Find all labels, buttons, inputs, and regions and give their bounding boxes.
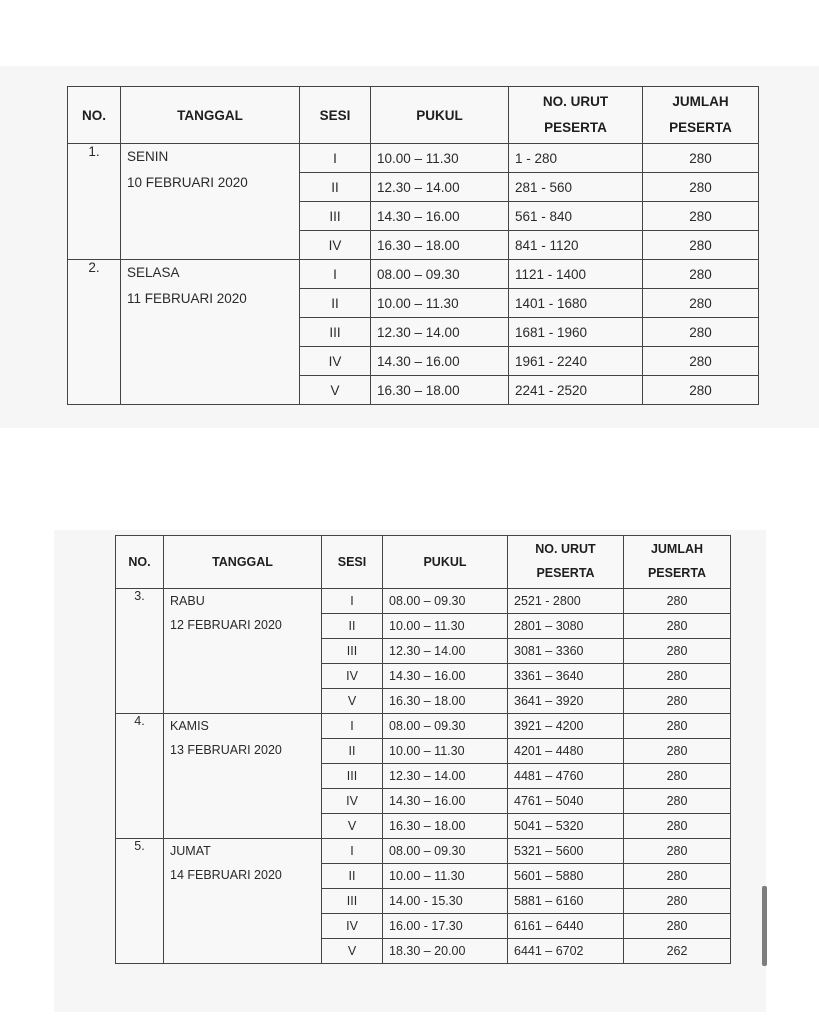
table-row [116,714,731,739]
header-jumlah-line2: PESERTA [647,566,707,580]
participant-count: 262 [624,939,731,964]
participant-range: 6161 – 6440 [508,914,624,939]
day-date: 13 FEBRUARI 2020 [170,743,282,758]
day-cell [164,839,322,964]
session-time: 14.30 – 16.00 [371,347,509,376]
schedule-table-2 [115,535,731,964]
header-no-urut-line1: NO. URUT [542,94,609,110]
participant-count: 280 [643,260,759,289]
session-number: II [322,739,383,764]
session-time: 16.00 - 17.30 [383,914,508,939]
header-no-urut [509,87,643,144]
session-time: 12.30 – 14.00 [371,318,509,347]
session-time: 08.00 – 09.30 [383,839,508,864]
participant-range: 5041 – 5320 [508,814,624,839]
participant-range: 561 - 840 [509,202,643,231]
table-header-row [68,87,759,144]
session-number: II [300,173,371,202]
table-header-row [116,536,731,589]
participant-count: 280 [624,714,731,739]
header-tanggal: TANGGAL [164,536,322,589]
header-no: NO. [116,536,164,589]
session-time: 12.30 – 14.00 [371,173,509,202]
session-time: 16.30 – 18.00 [383,814,508,839]
day-name: JUMAT [170,844,211,858]
participant-range: 5881 – 6160 [508,889,624,914]
participant-range: 2521 - 2800 [508,589,624,614]
header-no-urut-line2: PESERTA [544,120,607,135]
session-time: 10.00 – 11.30 [383,614,508,639]
participant-count: 280 [643,202,759,231]
session-number: III [322,764,383,789]
day-date: 12 FEBRUARI 2020 [170,618,282,633]
participant-range: 281 - 560 [509,173,643,202]
day-name: SENIN [127,149,169,164]
session-number: V [322,689,383,714]
session-time: 08.00 – 09.30 [383,589,508,614]
session-number: I [300,144,371,173]
session-time: 18.30 – 20.00 [383,939,508,964]
participant-count: 280 [643,318,759,347]
participant-range: 3921 – 4200 [508,714,624,739]
session-number: II [322,864,383,889]
session-number: IV [322,914,383,939]
participant-count: 280 [624,739,731,764]
participant-count: 280 [624,889,731,914]
session-number: III [322,639,383,664]
scrollbar-thumb[interactable] [762,886,767,966]
schedule-table-1 [67,86,759,405]
participant-range: 5321 – 5600 [508,839,624,864]
session-number: I [300,260,371,289]
participant-count: 280 [643,231,759,260]
participant-range: 4761 – 5040 [508,789,624,814]
participant-count: 280 [643,173,759,202]
session-time: 12.30 – 14.00 [383,764,508,789]
day-number: 5. [116,839,164,964]
session-time: 14.30 – 16.00 [383,664,508,689]
header-jumlah-line1: JUMLAH [650,542,704,557]
header-jumlah [624,536,731,589]
header-pukul: PUKUL [371,87,509,144]
day-cell [121,260,300,405]
participant-count: 280 [643,347,759,376]
header-pukul: PUKUL [383,536,508,589]
participant-range: 3641 – 3920 [508,689,624,714]
participant-count: 280 [624,814,731,839]
session-number: I [322,714,383,739]
table-row [116,589,731,614]
session-number: II [322,614,383,639]
participant-range: 1961 - 2240 [509,347,643,376]
session-time: 14.30 – 16.00 [371,202,509,231]
table-row [116,839,731,864]
session-time: 14.30 – 16.00 [383,789,508,814]
header-no: NO. [68,87,121,144]
participant-count: 280 [643,144,759,173]
day-name: RABU [170,594,205,608]
participant-range: 3361 – 3640 [508,664,624,689]
session-time: 14.00 - 15.30 [383,889,508,914]
participant-range: 1 - 280 [509,144,643,173]
participant-range: 6441 – 6702 [508,939,624,964]
table-row [68,144,759,173]
session-number: III [300,202,371,231]
session-time: 16.30 – 18.00 [383,689,508,714]
table-row [68,260,759,289]
day-number: 2. [68,260,121,405]
session-number: II [300,289,371,318]
day-number: 4. [116,714,164,839]
session-number: V [322,814,383,839]
session-time: 08.00 – 09.30 [371,260,509,289]
participant-range: 841 - 1120 [509,231,643,260]
participant-count: 280 [624,689,731,714]
header-no-urut-line2: PESERTA [536,566,595,580]
session-number: IV [322,664,383,689]
participant-range: 2241 - 2520 [509,376,643,405]
session-number: IV [300,347,371,376]
session-time: 12.30 – 14.00 [383,639,508,664]
header-jumlah-line1: JUMLAH [672,94,729,110]
day-name: SELASA [127,265,180,280]
session-number: V [322,939,383,964]
participant-count: 280 [624,614,731,639]
session-number: IV [300,231,371,260]
header-sesi: SESI [300,87,371,144]
participant-range: 2801 – 3080 [508,614,624,639]
header-tanggal: TANGGAL [121,87,300,144]
participant-count: 280 [643,376,759,405]
participant-count: 280 [624,589,731,614]
day-number: 1. [68,144,121,260]
day-cell [164,714,322,839]
participant-count: 280 [624,764,731,789]
session-time: 10.00 – 11.30 [383,864,508,889]
participant-range: 4201 – 4480 [508,739,624,764]
session-number: I [322,839,383,864]
session-number: V [300,376,371,405]
participant-count: 280 [624,839,731,864]
session-time: 16.30 – 18.00 [371,376,509,405]
session-number: III [300,318,371,347]
session-number: IV [322,789,383,814]
session-time: 16.30 – 18.00 [371,231,509,260]
participant-count: 280 [624,864,731,889]
participant-count: 280 [624,664,731,689]
header-no-urut-line1: NO. URUT [535,542,596,557]
day-date: 14 FEBRUARI 2020 [170,868,282,883]
day-date: 10 FEBRUARI 2020 [127,175,248,191]
session-number: III [322,889,383,914]
session-number: I [322,589,383,614]
header-jumlah [643,87,759,144]
participant-count: 280 [624,639,731,664]
participant-range: 1681 - 1960 [509,318,643,347]
participant-range: 1401 - 1680 [509,289,643,318]
participant-range: 5601 – 5880 [508,864,624,889]
session-time: 10.00 – 11.30 [371,289,509,318]
day-name: KAMIS [170,719,209,733]
participant-count: 280 [624,789,731,814]
participant-range: 4481 – 4760 [508,764,624,789]
header-jumlah-line2: PESERTA [669,120,732,135]
session-time: 10.00 – 11.30 [383,739,508,764]
participant-count: 280 [643,289,759,318]
day-date: 11 FEBRUARI 2020 [127,291,247,307]
day-cell [164,589,322,714]
day-number: 3. [116,589,164,714]
session-time: 08.00 – 09.30 [383,714,508,739]
participant-range: 1121 - 1400 [509,260,643,289]
participant-count: 280 [624,914,731,939]
header-sesi: SESI [322,536,383,589]
header-no-urut [508,536,624,589]
day-cell [121,144,300,260]
participant-range: 3081 – 3360 [508,639,624,664]
session-time: 10.00 – 11.30 [371,144,509,173]
